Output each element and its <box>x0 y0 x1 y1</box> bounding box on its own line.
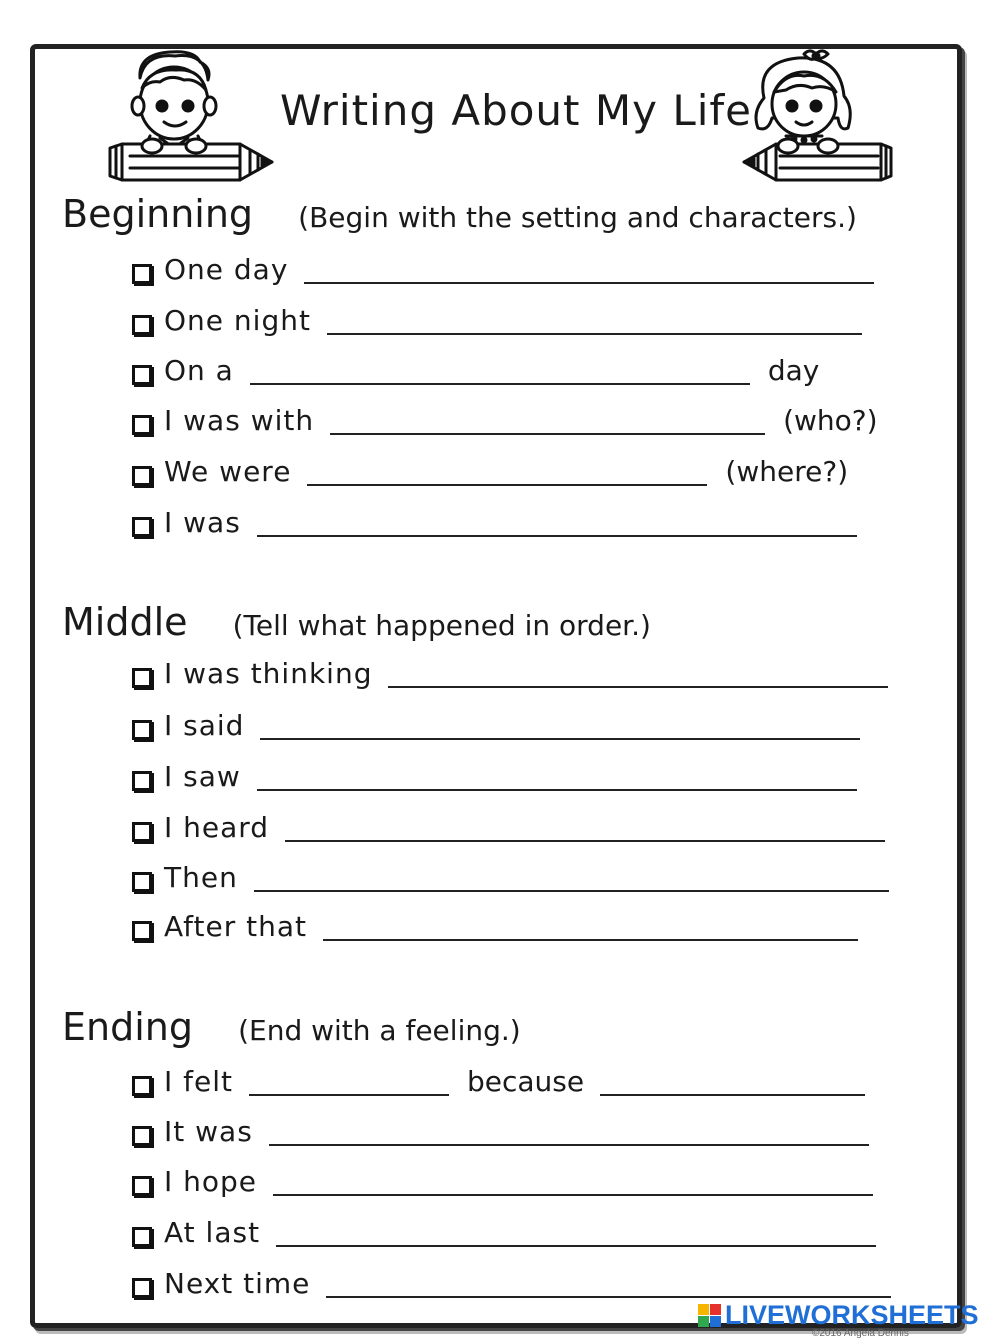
writing-line[interactable] <box>330 403 765 435</box>
checkbox-icon[interactable] <box>132 466 152 486</box>
prompt-text: I felt <box>164 1065 233 1098</box>
prompt-suffix: (where?) <box>725 455 849 488</box>
prompt-text: On a <box>164 354 234 387</box>
writing-line[interactable] <box>600 1064 865 1096</box>
liveworksheets-brand-text: LIVEWORKSHEETS <box>725 1300 979 1330</box>
checkbox-icon[interactable] <box>132 415 152 435</box>
prompt-text: I heard <box>164 811 270 844</box>
prompt-row <box>132 706 860 746</box>
section-beginning-desc: (Begin with the setting and characters.) <box>298 201 857 234</box>
writing-line[interactable] <box>269 1114 869 1146</box>
checkbox-icon[interactable] <box>132 1227 152 1247</box>
checkbox-icon[interactable] <box>132 921 152 941</box>
prompt-row <box>132 1213 876 1253</box>
prompt-text: We were <box>164 455 292 488</box>
liveworksheets-logo-icon <box>698 1304 721 1327</box>
checkbox-icon[interactable] <box>132 771 152 791</box>
writing-line[interactable] <box>260 708 860 740</box>
checkbox-icon[interactable] <box>132 365 152 385</box>
prompt-row <box>132 1264 891 1304</box>
boy-with-pencil-icon <box>100 48 280 188</box>
prompt-suffix: (who?) <box>783 404 878 437</box>
section-beginning-heading <box>62 192 857 236</box>
prompt-row <box>132 503 857 543</box>
prompt-text: I was <box>164 506 241 539</box>
liveworksheets-logo[interactable] <box>698 1300 979 1331</box>
checkbox-icon[interactable] <box>132 1076 152 1096</box>
section-middle-heading <box>62 600 651 644</box>
prompt-middle-word: because <box>467 1065 585 1098</box>
prompt-row <box>132 401 878 441</box>
writing-line[interactable] <box>249 1064 449 1096</box>
section-middle-name: Middle <box>62 600 188 644</box>
writing-line[interactable] <box>250 353 750 385</box>
prompt-row <box>132 907 858 947</box>
prompt-text: At last <box>164 1216 261 1249</box>
writing-line[interactable] <box>276 1215 876 1247</box>
prompt-text: I hope <box>164 1165 258 1198</box>
writing-line[interactable] <box>326 1266 891 1298</box>
prompt-text: I was with <box>164 404 315 437</box>
checkbox-icon[interactable] <box>132 720 152 740</box>
checkbox-icon[interactable] <box>132 872 152 892</box>
checkbox-icon[interactable] <box>132 264 152 284</box>
prompt-row <box>132 858 889 898</box>
writing-line[interactable] <box>285 810 885 842</box>
prompt-text: Next time <box>164 1267 311 1300</box>
prompt-row <box>132 452 848 492</box>
prompt-row <box>132 757 857 797</box>
prompt-suffix: day <box>767 354 820 387</box>
checkbox-icon[interactable] <box>132 1126 152 1146</box>
section-ending-desc: (End with a feeling.) <box>238 1014 521 1047</box>
section-middle-desc: (Tell what happened in order.) <box>232 609 651 642</box>
prompt-text: I was thinking <box>164 657 373 690</box>
prompt-row <box>132 654 888 694</box>
section-ending-heading <box>62 1005 521 1049</box>
checkbox-icon[interactable] <box>132 668 152 688</box>
writing-line[interactable] <box>304 252 874 284</box>
prompt-text: I said <box>164 709 245 742</box>
prompt-row <box>132 250 874 290</box>
checkbox-icon[interactable] <box>132 517 152 537</box>
page-title: Writing About My Life <box>280 86 753 135</box>
copyright-text: ©2016 Angela Dennis <box>812 1328 909 1339</box>
prompt-row <box>132 1062 865 1102</box>
checkbox-icon[interactable] <box>132 315 152 335</box>
prompt-text: One night <box>164 304 311 337</box>
prompt-text: Then <box>164 861 238 894</box>
writing-line[interactable] <box>273 1164 873 1196</box>
prompt-text: One day <box>164 253 289 286</box>
writing-line[interactable] <box>257 505 857 537</box>
checkbox-icon[interactable] <box>132 1278 152 1298</box>
checkbox-icon[interactable] <box>132 1176 152 1196</box>
prompt-text: It was <box>164 1115 253 1148</box>
prompt-text: I saw <box>164 760 241 793</box>
writing-line[interactable] <box>257 759 857 791</box>
section-ending-name: Ending <box>62 1005 193 1049</box>
section-beginning-name: Beginning <box>62 192 254 236</box>
prompt-text: After that <box>164 910 307 943</box>
writing-line[interactable] <box>388 656 888 688</box>
writing-line[interactable] <box>254 860 889 892</box>
girl-with-pencil-icon <box>736 48 901 188</box>
writing-line[interactable] <box>307 454 707 486</box>
prompt-row <box>132 351 819 391</box>
checkbox-icon[interactable] <box>132 822 152 842</box>
writing-line[interactable] <box>323 909 858 941</box>
prompt-row <box>132 1162 873 1202</box>
prompt-row <box>132 1112 869 1152</box>
prompt-row <box>132 301 862 341</box>
writing-line[interactable] <box>327 303 862 335</box>
prompt-row <box>132 808 885 848</box>
